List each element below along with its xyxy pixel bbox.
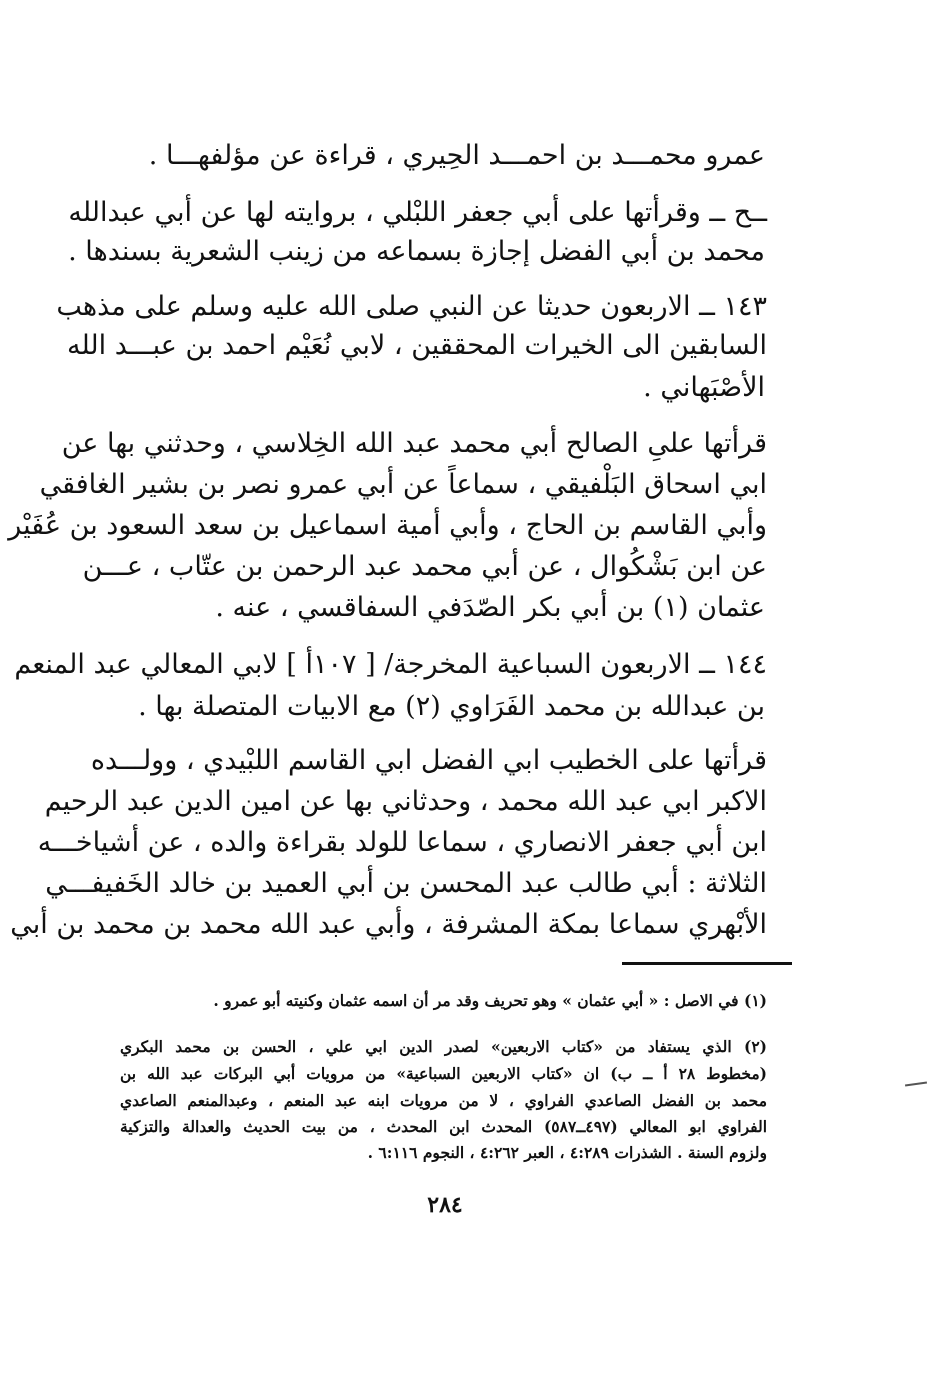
footnote-separator <box>622 962 792 965</box>
body-line: الأبْهري سماعا بمكة المشرفة ، وأبي عبد الله محمد بن محمد بن أبي <box>10 909 767 940</box>
page-number: ٢٨٤ <box>427 1192 463 1218</box>
footnote-line: ولزوم السنة . الشذرات ٤:٢٨٩ ، العبر ٤:٢٦٢ ، النجوم ٦:١١٦ . <box>367 1143 767 1162</box>
body-line: السابقين الى الخيرات المحققين ، لابي نُعَيْم احمد بن عبـــد الله <box>66 330 767 361</box>
footnote-line: (١) في الاصل : « أبي عثمان » وهو تحريف وقد مر أن اسمه عثمان وكنيته أبو عمرو . <box>213 991 767 1010</box>
body-line: الأصْبَهاني . <box>643 372 765 403</box>
body-line: عن ابن بَشْكُوال ، عن أبي محمد عبد الرحمن بن عتّاب ، عـــن <box>82 551 767 582</box>
body-line: محمد بن أبي الفضل إجازة بسماعه من زينب الشعرية بسندها . <box>68 236 765 267</box>
footnote-line: (٢) الذي يستفاد من «كتاب الاربعين» لصدر الدين ابي علي ، الحسن بن محمد البكري <box>120 1037 767 1056</box>
footnote-line: الفراوي ابو المعالي (٤٩٧ــ٥٨٧) المحدث ابن المحدث ، من بيت الحديث والعدالة والتزكية <box>120 1117 767 1136</box>
body-line: الاكبر ابي عبد الله محمد ، وحدثاني بها عن امين الدين عبد الرحيم <box>44 786 767 817</box>
body-line: الثلاثة : أبي طالب عبد المحسن بن أبي العميد بن خالد الخَفيفـــي <box>45 868 767 899</box>
footnote-line: (مخطوط ٢٨ أ ــ ب) ان «كتاب الاربعين السباعية» من مرويات أبي البركات عبد الله بن <box>120 1064 767 1083</box>
body-line: بن عبدالله بن محمد الفَرَاوي (٢) مع الابيات المتصلة بها . <box>138 691 765 722</box>
body-line: وأبي القاسم بن الحاج ، وأبي أمية اسماعيل بن سعد السعود بن عُفَيْر <box>8 510 767 541</box>
body-line: عثمان (١) بن أبي بكر الصّدَفي السفاقسي ، عنه . <box>215 592 765 623</box>
body-line: ١٤٣ ــ الاربعون حديثا عن النبي صلى الله عليه وسلم على مذهب <box>56 291 767 322</box>
body-line: ١٤٤ ــ الاربعون السباعية المخرجة/ [ ١٠٧أ ] لابي المعالي عبد المنعم <box>14 649 767 680</box>
body-line: قرأتها على الخطيب ابي الفضل ابي القاسم اللبْيدي ، وولـــده <box>90 745 767 776</box>
body-line: عمرو محمـــد بن احمـــد الحِيري ، قراءة عن مؤلفهـــا . <box>148 140 765 171</box>
body-line: ــح ــ وقرأتها على أبي جعفر اللبْلي ، بروايته لها عن أبي عبدالله <box>68 197 767 228</box>
footnote-line: محمد بن الفضل الصاعدي الفراوي ، لا من مرويات ابنه عبد المنعم ، وعبدالمنعم الصاعدي <box>120 1091 767 1110</box>
body-line: ابن أبي جعفر الانصاري ، سماعا للولد بقراءة والده ، عن أشياخـــه <box>37 827 767 858</box>
margin-mark <box>905 1081 927 1086</box>
body-line: ابي اسحاق البَلْفيقي ، سماعاً عن أبي عمرو نصر بن بشير الغافقي <box>39 469 767 500</box>
body-line: قرأتها علىِ الصالح أبي محمد عبد الله الخِلاسي ، وحدثني بها عن <box>61 428 767 459</box>
